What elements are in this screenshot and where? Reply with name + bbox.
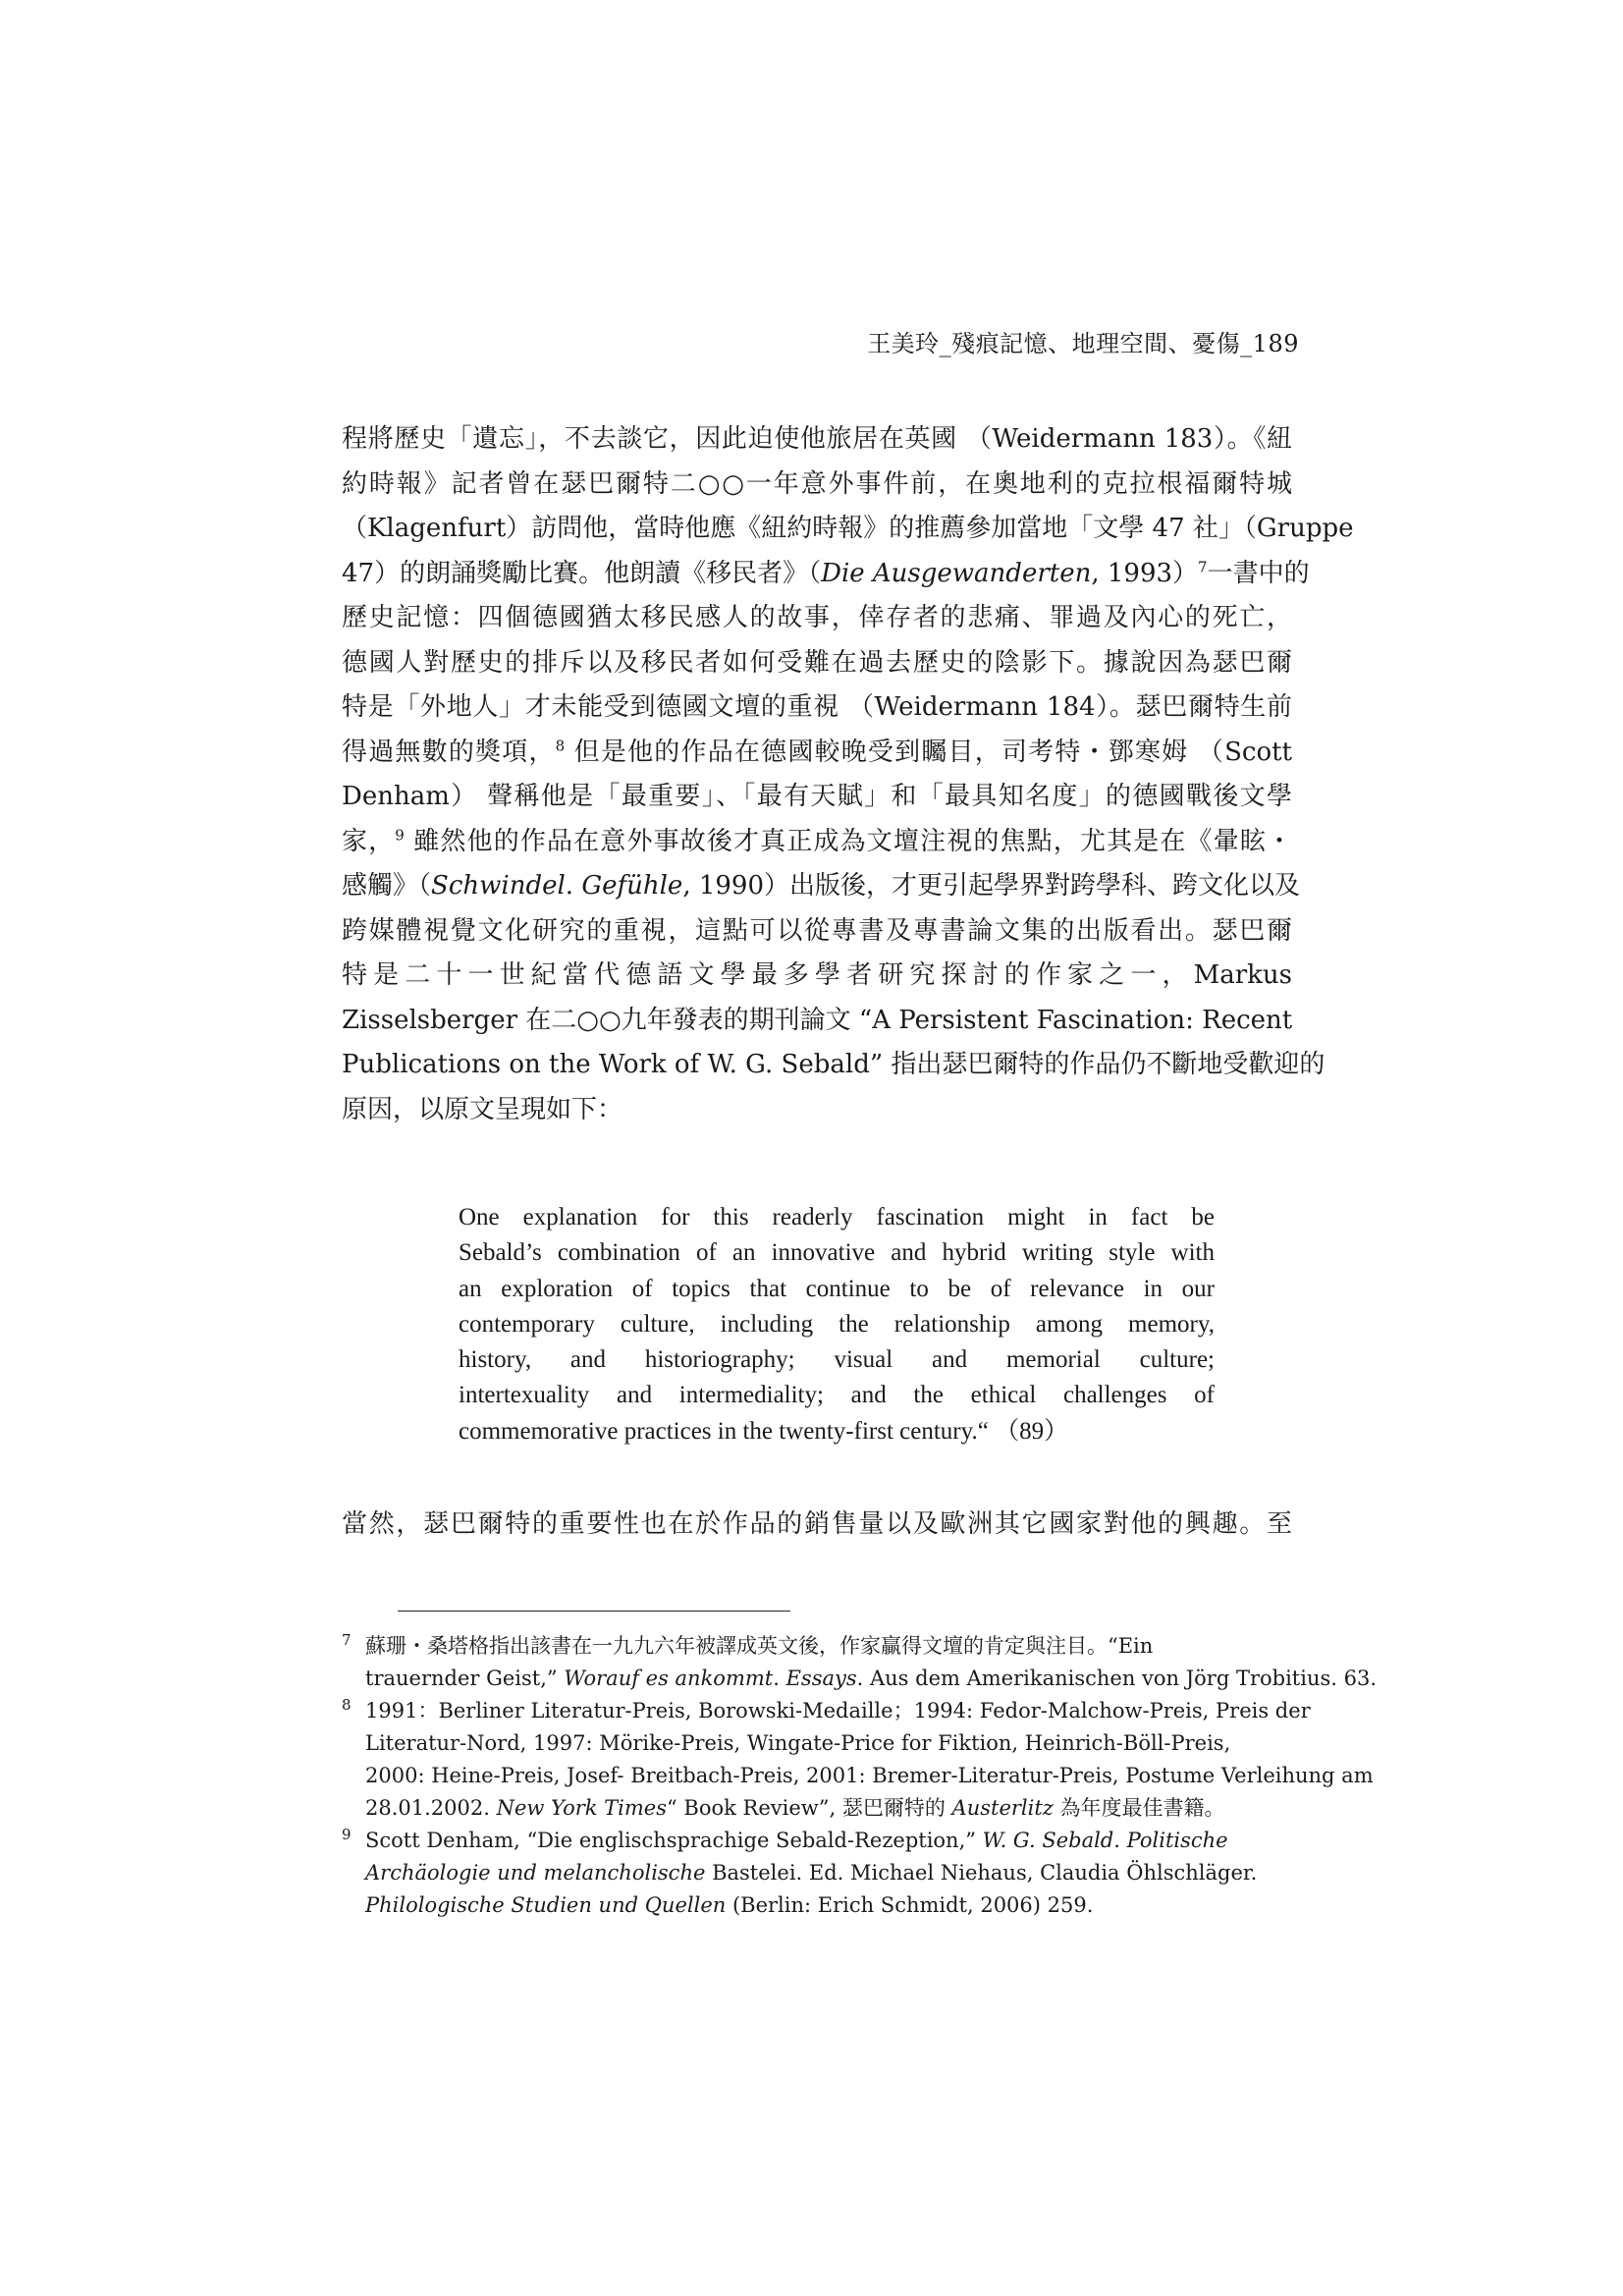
body-line xyxy=(342,731,1292,776)
body-paragraph xyxy=(342,417,1354,1132)
footnote-span: “ Book Review”, 瑟巴爾特的 xyxy=(667,1796,952,1820)
book-title: Die Ausgewanderten xyxy=(821,558,1092,588)
footnote-title: Austerlitz xyxy=(951,1796,1054,1820)
body-text-span: 家， xyxy=(342,826,396,856)
footnote-text xyxy=(342,1663,1378,1695)
body-text-span: 雖然他的作品在意外事故後才真正成為文壇注視的焦點，尤其是在《暈眩・ xyxy=(404,826,1292,856)
quote-line: contemporary culture, including the relationship among memory, xyxy=(459,1310,1215,1338)
body-line: （Klagenfurt）訪問他，當時他應《紐約時報》的推薦參加當地「文學 47 社」（Gruppe xyxy=(342,514,1354,543)
body-text-span: 47）的朗誦獎勵比賽。他朗讀《移民者》（ xyxy=(342,558,822,588)
quote-line: an exploration of topics that continue to be of relevance in our xyxy=(459,1275,1215,1302)
running-header: 王美玲_殘痕記憶、地理空間、憂傷_189 xyxy=(867,330,1299,357)
footnote-title: New York Times xyxy=(496,1796,668,1820)
continuation-paragraph xyxy=(342,1503,1292,1548)
footnote-title: Worauf es ankommt xyxy=(564,1667,774,1690)
body-text-span: . xyxy=(565,871,582,901)
footnote-span: trauernder Geist,” xyxy=(365,1667,565,1690)
body-line: 約時報》記者曾在瑟巴爾特二○○一年意外事件前，在奧地利的克拉根福爾特城 xyxy=(342,468,1292,499)
quote-line: intertexuality and intermediality; and the ethical challenges of xyxy=(459,1382,1215,1409)
body-line xyxy=(342,820,1292,865)
body-line xyxy=(342,864,1301,909)
footnote-span: 為年度最佳書籍。 xyxy=(1053,1796,1225,1820)
footnotes xyxy=(342,1630,1378,1922)
body-line: 程將歷史「遺忘」，不去談它，因此迫使他旅居在英國 （Weidermann 183）。《紐 xyxy=(342,424,1292,454)
body-line: 特是二十一世紀當代德語文學最多學者研究探討的作家之一，Markus xyxy=(342,960,1292,990)
block-quote xyxy=(459,1200,1215,1449)
quote-line: commemorative practices in the twenty-first century.“ （89） xyxy=(459,1417,1069,1445)
body-text-span: , 1993） xyxy=(1091,558,1199,588)
body-line: 當然，瑟巴爾特的重要性也在於作品的銷售量以及歐洲其它國家對他的興趣。至 xyxy=(342,1509,1292,1539)
footnote-text: 1991：Berliner Literatur-Preis, Borowski-Medaille；1994: Fedor-Malchow-Preis, Preis der xyxy=(365,1699,1311,1722)
footnote-9: 9 Scott Denham, “Die englischsprachige Sebald-Rezeption,” W. G. Sebald. Politische Archäologie und melancholische Bastelei. Ed. Michael Niehaus, Claudia Öhlschläger. Philologische Studien und Quellen (Berlin: Erich Schmidt, 2006) 259. xyxy=(342,1825,1304,1922)
body-line: 歷史記憶：四個德國猶太移民感人的故事，倖存者的悲痛、罪過及內心的死亡， xyxy=(342,603,1292,632)
footnote-title: Politische xyxy=(1126,1829,1228,1852)
footnote-text: 蘇珊・桑塔格指出該書在一九九六年被譯成英文後，作家贏得文壇的肯定與注目。“Ein xyxy=(365,1634,1154,1658)
footnote-text xyxy=(342,1889,1304,1922)
footnote-span: Bastelei. Ed. Michael Niehaus, Claudia Öhlschläger. xyxy=(705,1861,1258,1885)
footnote-ref-8[interactable]: 8 xyxy=(555,736,566,754)
footnote-span: . xyxy=(773,1667,786,1690)
quote-line: history, and historiography; visual and memorial culture; xyxy=(459,1346,1215,1374)
body-line: 德國人對歷史的排斥以及移民者如何受難在過去歷史的陰影下。據說因為瑟巴爾 xyxy=(342,647,1292,678)
body-text-span: 但是他的作品在德國較晚受到矚目，司考特・鄧寒姆 （Scott xyxy=(565,737,1292,767)
footnote-8: 8 1991：Berliner Literatur-Preis, Borowski-Medaille；1994: Fedor-Malchow-Preis, Preis der Literatur-Nord, 1997: Mörike-Preis, Wingate-Price for Fiktion, Heinrich-Böll-Preis, 2000: Heine-Preis, Josef- Breitbach-Preis, 2001: Bremer-Literatur-Preis, Postume Verleihung am 28.01.2002. New York Times“ Book Review”, 瑟巴爾特的 Austerlitz 為年度最佳書籍。 xyxy=(342,1695,1304,1825)
body-text-span: 得過無數的獎項， xyxy=(342,737,556,767)
footnote-text xyxy=(342,1857,1304,1889)
body-line: Denham） 聲稱他是「最重要」、「最有天賦」和「最具知名度」的德國戰後文學 xyxy=(342,782,1292,811)
footnote-span: . xyxy=(1113,1829,1127,1852)
footnote-span: Scott Denham, “Die englischsprachige Sebald-Rezeption,” xyxy=(365,1829,983,1852)
body-text-span: 一書中的 xyxy=(1207,558,1310,588)
body-line xyxy=(342,552,1310,597)
footnote-title: W. G. Sebald xyxy=(982,1829,1114,1852)
footnote-span: 28.01.2002. xyxy=(365,1796,497,1820)
footnote-7: 7 蘇珊・桑塔格指出該書在一九九六年被譯成英文後，作家贏得文壇的肯定與注目。“Ein trauernder Geist,” Worauf es ankommt. Essays. Aus dem Amerikanischen von Jörg Trobitius. 63. xyxy=(342,1630,1304,1695)
footnote-text xyxy=(342,1792,1304,1825)
footnote-title: Archäologie und melancholische xyxy=(365,1861,706,1885)
body-line: 特是「外地人」才未能受到德國文壇的重視 （Weidermann 184）。瑟巴爾特生前 xyxy=(342,692,1292,722)
footnote-ref-9[interactable]: 9 xyxy=(395,825,405,844)
footnote-title: Philologische Studien und Quellen xyxy=(365,1893,727,1917)
body-text-span: 感觸》（ xyxy=(342,871,432,901)
footnote-divider xyxy=(398,1611,790,1612)
footnote-text: 2000: Heine-Preis, Josef- Breitbach-Preis, 2001: Bremer-Literatur-Preis, Postume Verleihung am xyxy=(365,1764,1374,1787)
book-title: Gefühle xyxy=(581,871,683,901)
quote-line: Sebald’s combination of an innovative and hybrid writing style with xyxy=(459,1239,1215,1267)
footnote-span: (Berlin: Erich Schmidt, 2006) 259. xyxy=(726,1893,1094,1917)
body-line: Publications on the Work of W. G. Sebald” 指出瑟巴爾特的作品仍不斷地受歡迎的 xyxy=(342,1050,1325,1079)
body-line: 原因，以原文呈現如下： xyxy=(342,1094,623,1124)
body-text-span: , 1990）出版後，才更引起學界對跨學科、跨文化以及 xyxy=(682,871,1301,901)
footnote-span: . Aus dem Amerikanischen von Jörg Trobitius. 63. xyxy=(856,1667,1378,1690)
quote-line: One explanation for this readerly fascination might in fact be xyxy=(459,1204,1215,1230)
footnote-text: Literatur-Nord, 1997: Mörike-Preis, Wingate-Price for Fiktion, Heinrich-Böll-Preis, xyxy=(365,1731,1231,1755)
footnote-title: Essays xyxy=(785,1667,857,1690)
book-title: Schwindel xyxy=(431,871,566,901)
body-line: 跨媒體視覺文化研究的重視，這點可以從專書及專書論文集的出版看出。瑟巴爾 xyxy=(342,915,1292,946)
body-line: Zisselsberger 在二○○九年發表的期刊論文 “A Persistent Fascination: Recent xyxy=(342,1005,1293,1035)
footnote-ref-7[interactable]: 7 xyxy=(1198,557,1208,575)
